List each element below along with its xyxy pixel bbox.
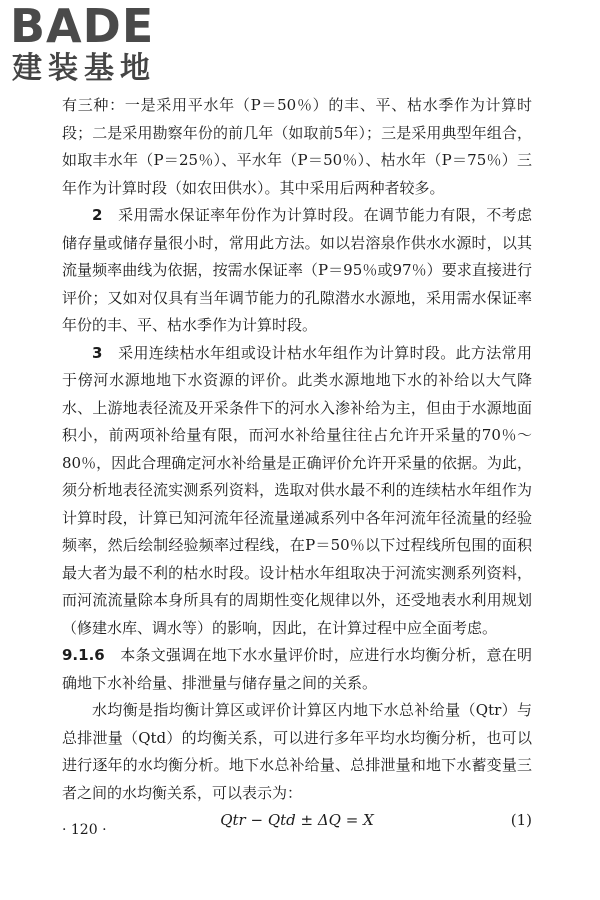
item-2-text: 采用需水保证率年份作为计算时段。在调节能力有限，不考虑储存量或储存量很小时，常用此方法。如以岩溶泉作供水水源时，以其流量频率曲线为依据，按需水保证率（P＝95％或97％）要求直接进行评价；又如对仅具有当年调节能力的孔隙潜水水源地，采用需水保证率年份的丰、平、枯水季作为计算时段。 bbox=[62, 206, 532, 334]
clause-text: 本条文强调在地下水水量评价时，应进行水均衡分析，意在明确地下水补给量、排泄量与储存量之间的关系。 bbox=[62, 646, 532, 692]
logo-brand: BADE bbox=[10, 0, 155, 53]
item-3-text: 采用连续枯水年组或设计枯水年组作为计算时段。此方法常用于傍河水源地地下水资源的评价。此类水源地地下水的补给以大气降水、上游地表径流及开采条件下的河水入渗补给为主，但由于水源地面积小，前两项补给量有限，而河水补给量往往占允许开采量的70％～80％，因此合理确定河水补给量是正确评价允许开采量的依据。为此，须分析地表径流实测系列资料，选取对供水最不利的连续枯水年组作为计算时段，计算已知河流年径流量递减系列中各年河流年径流量的经验频率，然后绘制经验频率过程线，在P＝50％以下过程线所包围的面积最大者为最不利的枯水时段。设计枯水年组取决于河流实测系列资料，而河流流量除本身所具有的周期性变化规律以外，还受地表水利用规划（修建水库、调水等）的影响，因此，在计算过程中应全面考虑。 bbox=[62, 343, 532, 637]
document-body bbox=[62, 92, 532, 834]
page-number: · 120 · bbox=[62, 822, 107, 838]
formula-row bbox=[62, 807, 532, 834]
clause-number: 9.1.6 bbox=[62, 646, 105, 664]
clause-paragraph bbox=[62, 642, 532, 697]
paragraph-water-balance: 水均衡是指均衡计算区或评价计算区内地下水总补给量（Qtr）与总排泄量（Qtd）的均衡关系，可以进行多年平均水均衡分析，也可以进行逐年的水均衡分析。地下水总补给量、总排泄量和地下水蓄变量三者之间的水均衡关系，可以表示为： bbox=[62, 701, 532, 802]
logo-subtitle: 建装基地 bbox=[12, 51, 156, 86]
paragraph-item-2 bbox=[62, 202, 532, 340]
equation-number: (1) bbox=[510, 811, 532, 829]
paragraph-item-3 bbox=[62, 340, 532, 643]
item-number-2: 2 bbox=[92, 206, 103, 224]
bade-logo bbox=[10, 2, 175, 88]
water-balance-formula: Qtr − Qtd ± ΔQ = X bbox=[220, 811, 374, 829]
item-number-3: 3 bbox=[92, 343, 103, 362]
paragraph-continuation: 有三种：一是采用平水年（P＝50％）的丰、平、枯水季作为计算时段；二是采用勘察年份的前几年（如取前5年）；三是采用典型年组合，如取丰水年（P＝25％）、平水年（P＝50％）、枯水年（P＝75％）三年作为计算时段（如农田供水）。其中采用后两种者较多。 bbox=[62, 96, 532, 197]
